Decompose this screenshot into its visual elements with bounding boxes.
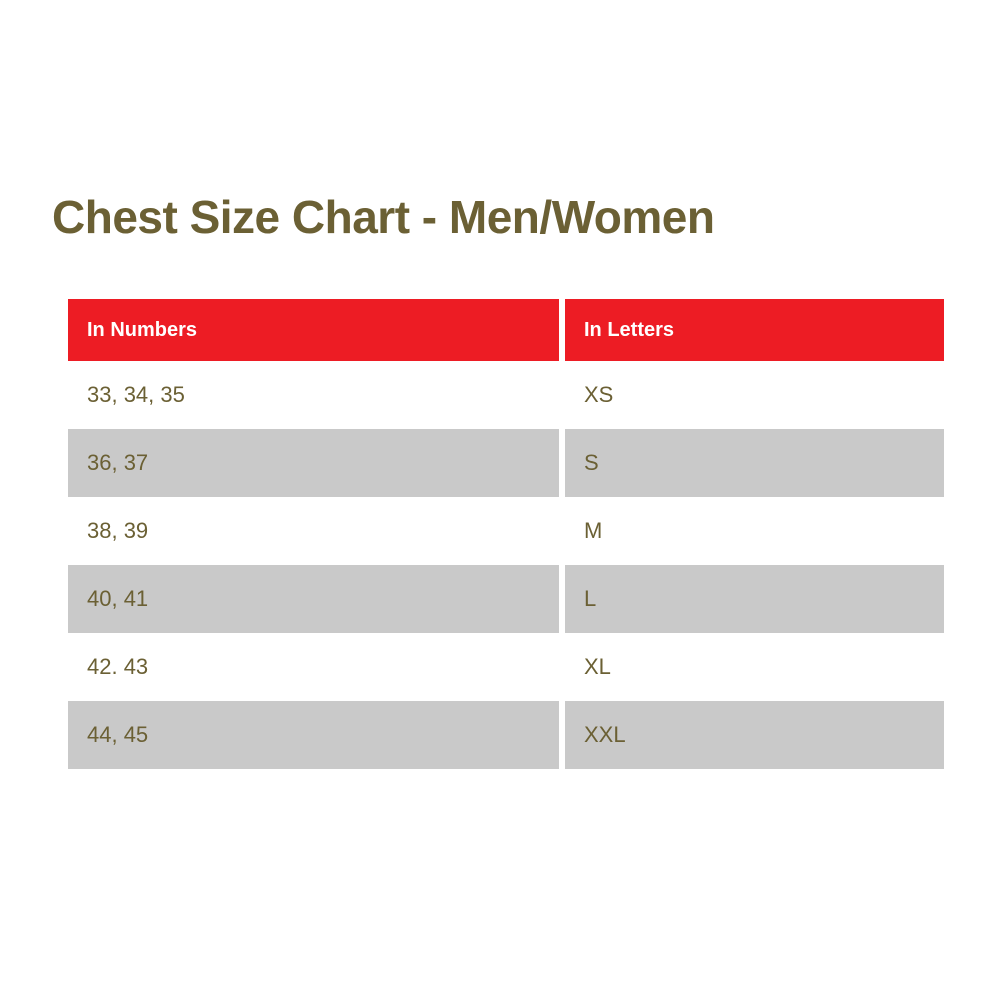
table-header-row — [68, 299, 944, 361]
column-header-in-numbers: In Numbers — [68, 299, 562, 361]
cell-letters: XXL — [562, 701, 944, 769]
cell-numbers: 33, 34, 35 — [68, 361, 562, 429]
table-row — [68, 429, 944, 497]
table-row — [68, 701, 944, 769]
column-header-in-letters: In Letters — [562, 299, 944, 361]
cell-numbers: 44, 45 — [68, 701, 562, 769]
cell-letters: S — [562, 429, 944, 497]
cell-numbers: 40, 41 — [68, 565, 562, 633]
page-title: Chest Size Chart - Men/Women — [52, 191, 715, 243]
cell-letters: L — [562, 565, 944, 633]
cell-letters: XS — [562, 361, 944, 429]
cell-letters: M — [562, 497, 944, 565]
table-row — [68, 361, 944, 429]
size-chart-table — [68, 299, 944, 769]
cell-numbers: 42. 43 — [68, 633, 562, 701]
table-row — [68, 497, 944, 565]
cell-letters: XL — [562, 633, 944, 701]
table-row — [68, 633, 944, 701]
table-header — [68, 299, 944, 361]
table-row — [68, 565, 944, 633]
cell-numbers: 36, 37 — [68, 429, 562, 497]
table-body — [68, 361, 944, 769]
cell-numbers: 38, 39 — [68, 497, 562, 565]
